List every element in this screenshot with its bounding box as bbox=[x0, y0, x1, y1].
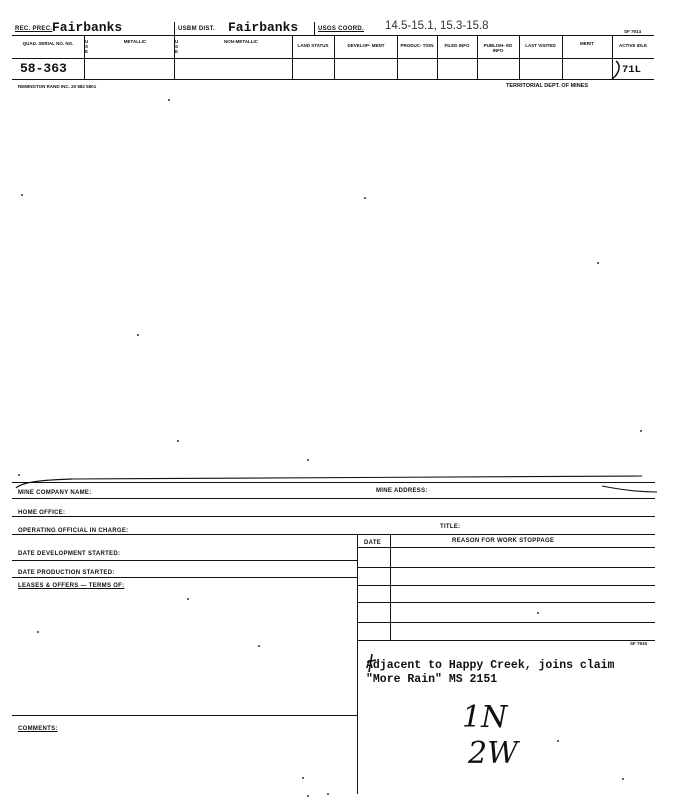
scan-speck bbox=[364, 197, 366, 199]
usgs-coord-value: 14.5-15.1, 15.3-15.8 bbox=[385, 20, 489, 32]
comments-top-line bbox=[12, 715, 357, 716]
pen-mark-icon bbox=[364, 652, 380, 674]
scan-speck bbox=[557, 740, 559, 742]
lower-divider bbox=[357, 534, 358, 794]
mine-company-label: MINE COMPANY NAME: bbox=[18, 490, 92, 496]
stoppage-row-line bbox=[357, 602, 655, 603]
use-header-metallic: U S E bbox=[85, 39, 89, 54]
scan-speck bbox=[187, 598, 189, 600]
scan-speck bbox=[307, 795, 309, 797]
header-bottom-line bbox=[12, 35, 654, 36]
last-visited-header: LAST VISITED bbox=[525, 43, 556, 48]
handwritten-township: 1N bbox=[462, 700, 508, 735]
comments-label: COMMENTS: bbox=[18, 726, 58, 732]
leases-offers-label: LEASES & OFFERS — TERMS OF: bbox=[18, 583, 125, 589]
scan-speck bbox=[302, 777, 304, 779]
home-office-bottom-line bbox=[12, 516, 655, 517]
header-divider bbox=[174, 22, 175, 35]
development-started-label: DATE DEVELOPMENT STARTED: bbox=[18, 551, 121, 557]
pencil-mark-icon bbox=[606, 59, 624, 81]
official-row-bottom-line bbox=[12, 534, 655, 535]
development-started-line bbox=[12, 560, 357, 561]
record-row-bottom-line bbox=[12, 79, 654, 80]
rec-prec-label: REC. PREC. bbox=[15, 26, 53, 32]
column-divider bbox=[292, 36, 293, 79]
usgs-coord-label: USGS COORD. bbox=[318, 26, 364, 32]
scan-speck bbox=[537, 612, 539, 614]
company-row-top-line bbox=[12, 482, 655, 483]
form-number-bottom: SF 7915 bbox=[630, 641, 648, 646]
development-header: DEVELOP- MENT bbox=[347, 43, 385, 48]
department-imprint: TERRITORIAL DEPT. OF MINES bbox=[506, 83, 588, 89]
scan-speck bbox=[137, 334, 139, 336]
filed-info-header: FILED INFO bbox=[444, 43, 470, 48]
scan-speck bbox=[640, 430, 642, 432]
stoppage-header-line bbox=[357, 547, 655, 548]
operating-official-label: OPERATING OFFICIAL IN CHARGE: bbox=[18, 528, 129, 534]
note-line-1: Adjacent to Happy Creek, joins claim bbox=[366, 659, 615, 672]
scan-speck bbox=[37, 631, 39, 633]
scan-speck bbox=[622, 778, 624, 780]
home-office-label: HOME OFFICE: bbox=[18, 510, 66, 516]
production-started-label: DATE PRODUCTION STARTED: bbox=[18, 570, 115, 576]
stoppage-row-line bbox=[357, 585, 655, 586]
stoppage-date-divider bbox=[390, 534, 391, 640]
active-idle-header: ACTIVE IDLE bbox=[618, 43, 647, 48]
production-started-line bbox=[12, 577, 357, 578]
printer-imprint: REMINGTON RAND INC. 20 882 5801 bbox=[18, 84, 97, 89]
merit-header: MERIT bbox=[580, 41, 594, 46]
usbm-dist-value: Fairbanks bbox=[228, 20, 299, 35]
scan-speck bbox=[258, 645, 260, 647]
card-top-edge bbox=[12, 472, 662, 494]
company-row-bottom-line bbox=[12, 498, 655, 499]
date-column-label: DATE bbox=[364, 540, 382, 546]
scan-speck bbox=[597, 262, 599, 264]
scan-speck bbox=[307, 459, 309, 461]
column-divider bbox=[334, 36, 335, 79]
quad-serial-header: QUAD. SERIAL NO. NO. bbox=[22, 41, 74, 46]
rec-prec-value: Fairbanks bbox=[52, 20, 123, 35]
column-header-bottom-line bbox=[12, 58, 654, 59]
serial-number: 58-363 bbox=[20, 61, 67, 76]
header-divider bbox=[314, 22, 315, 35]
form-number-top: SF 7914 bbox=[624, 29, 642, 34]
mine-address-label: MINE ADDRESS: bbox=[376, 488, 428, 494]
non-metallic-header: NON-METALLIC bbox=[224, 39, 258, 44]
published-info-header: PUBLISH- ED INFO bbox=[483, 43, 513, 53]
reason-column-label: REASON FOR WORK STOPPAGE bbox=[452, 538, 555, 544]
active-idle-value: 71L bbox=[622, 64, 641, 76]
stoppage-row-line bbox=[357, 622, 655, 623]
scan-speck bbox=[21, 194, 23, 196]
production-header: PRODUC- TION bbox=[400, 43, 434, 48]
stoppage-row-line bbox=[357, 567, 655, 568]
usbm-dist-label: USBM DIST. bbox=[178, 26, 216, 32]
handwritten-range: 2W bbox=[468, 736, 518, 771]
use-header-nonmetallic: U S E bbox=[175, 39, 179, 54]
land-status-header: LAND STATUS bbox=[297, 43, 329, 48]
title-label: TITLE: bbox=[440, 524, 461, 530]
metallic-header: METALLIC bbox=[123, 39, 147, 44]
scan-speck bbox=[177, 440, 179, 442]
note-line-2: "More Rain" MS 2151 bbox=[366, 673, 498, 686]
scan-speck bbox=[327, 793, 329, 795]
stoppage-table-bottom-line bbox=[357, 640, 655, 641]
scan-speck bbox=[168, 99, 170, 101]
